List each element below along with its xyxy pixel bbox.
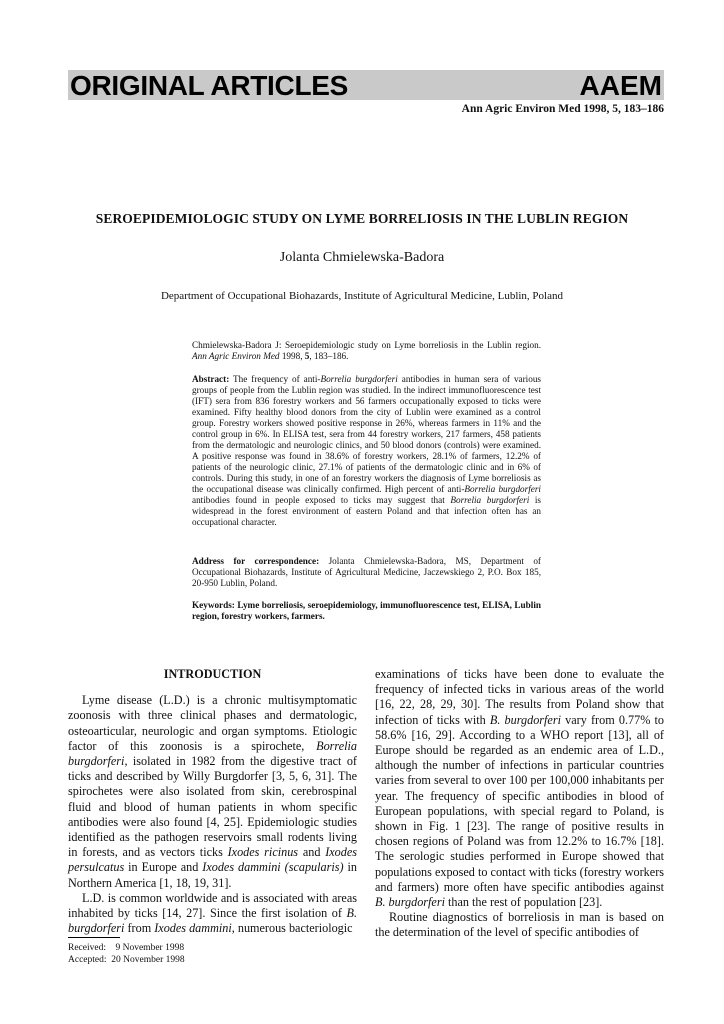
correspondence-address: [192, 556, 541, 589]
cite-pages: , 183–186.: [309, 351, 349, 361]
p2-text-c: , numerous bacteriologic: [231, 921, 353, 936]
received-date: Received: 9 November 1998: [68, 943, 185, 953]
paragraph-4: Routine diagnostics of borreliosis in man is based on the determination of the level of specific antibodies of: [375, 910, 664, 940]
abstract-text-3: antibodies found in people exposed to ticks may suggest that: [192, 495, 451, 505]
body-column-right: [375, 667, 664, 941]
p1-text-d: in Europe and: [124, 860, 203, 875]
abstract-species-3: Borrelia burgdorferi: [450, 495, 530, 505]
body-column-left: [68, 667, 357, 936]
p2-species-2: Ixodes dammini: [154, 921, 232, 936]
p3-text-c: than the rest of population [23].: [444, 895, 603, 910]
journal-citation: Ann Agric Environ Med 1998, 5, 183–186: [461, 103, 664, 115]
abstract-species-2: Borrelia burgdorferi: [464, 484, 541, 494]
section-banner: [68, 70, 664, 100]
author-affiliation: Department of Occupational Biohazards, Institute of Agricultural Medicine, Lublin, Poland: [160, 290, 563, 302]
section-heading-introduction: INTRODUCTION: [163, 667, 262, 681]
journal-logo: AAEM: [579, 70, 662, 101]
address-label: Address for correspondence:: [192, 556, 320, 566]
cite-volume: 5: [304, 351, 310, 361]
p1-text-a: Lyme disease (L.D.) is a chronic multisymptomatic zoonosis with three clinical phases and dermatologic, osteoarticular, neurologic and organ symptoms. Etiologic factor of this zoonosis is a spirochete,: [68, 693, 357, 753]
keywords: Keywords: Lyme borreliosis, seroepidemiology, immunofluorescence test, ELISA, Lublin region, forestry workers, farmers.: [192, 600, 541, 621]
cite-journal: Ann Agric Environ Med: [192, 351, 280, 361]
p1-text-e: in Northern America [1, 18, 19, 31].: [68, 860, 357, 890]
submission-dates: [68, 942, 185, 966]
p1-text-c: and: [298, 845, 326, 860]
citation-block: [192, 340, 541, 362]
cite-year: 1998,: [279, 351, 305, 361]
address-text: Jolanta Chmielewska-Badora, MS, Department of Occupational Biohazards, Institute of Agricultural Medicine, Jaczewskiego 2, P.O. Box 185, 20-950 Lublin, Poland.: [192, 556, 541, 588]
article-title: SEROEPIDEMIOLOGIC STUDY ON LYME BORRELIOSIS IN THE LUBLIN REGION: [95, 211, 629, 226]
p1-species-1: Borrelia burgdorferi: [68, 738, 357, 769]
abstract-text-1: The frequency of anti-: [229, 374, 321, 384]
article-author: Jolanta Chmielewska-Badora: [279, 250, 445, 265]
p1-species-2: Ixodes ricinus: [227, 845, 299, 860]
abstract: [192, 374, 541, 528]
paragraph-3: [375, 667, 664, 910]
accepted-date: Accepted: 20 November 1998: [68, 955, 185, 965]
p1-species-3: Ixodes persulcatus: [68, 845, 357, 875]
abstract-text-4: is widespread in the forest environment of eastern Poland and that infection often has an occupational character.: [192, 495, 541, 527]
section-label: ORIGINAL ARTICLES: [70, 70, 349, 101]
cite-prefix: Chmielewska-Badora J: Seroepidemiologic study on Lyme borreliosis in the Lublin region.: [192, 340, 541, 350]
abstract-label: Abstract:: [192, 374, 230, 384]
p3-species-2: B. burgdorferi: [375, 895, 445, 910]
p3-species-1: B. burgdorferi: [489, 712, 561, 727]
p1-text-b: , isolated in 1982 from the digestive tract of ticks and described by Willy Burgdorfer [3, 5, 6, 31]. The spirochetes were also isolated from skin, cerebrospinal fluid and blood of human patients in whom specific antibodies were also found [4, 25]. Epidemiologic studies identified as the pathogen reservoirs small rodents living in forests, and as vectors ticks: [68, 754, 357, 860]
paragraph-1: [68, 693, 357, 891]
abstract-text-2: antibodies in human sera of various groups of people from the Lublin region was studied. In the indirect immunofluorescence test (IFT) sera from 836 forestry workers and 56 farmers occupationally exposed to ticks were examined. Fifty healthy blood donors from the city of Lublin were examined as a control group. Forestry workers showed positive response in 26%, whereas farmers in 11% and the control group in 6%. In ELISA test, sera from 44 forestry workers, 217 farmers, 458 patients from the dermatologic and neurologic clinics, and 50 blood donors (controls) were examined. A positive response was found in 38.6% of forestry workers, 28.1% of farmers, 12.2% of patients of the neurologic clinic, 27.1% of patients of the dermatologic clinic and in 6% of controls. During this study, in one of an forestry workers the diagnosis of Lyme borreliosis as the occupational disease was clinically confirmed. High percent of anti-: [192, 374, 541, 494]
abstract-species-1: Borrelia burgdorferi: [320, 374, 398, 384]
p3-text-a: examinations of ticks have been done to evaluate the frequency of infected ticks in various areas of the world [16, 22, 28, 29, 30]. The results from Poland show that infection of ticks with: [375, 667, 664, 727]
p2-text-b: from: [124, 921, 155, 936]
paragraph-2: [68, 891, 357, 937]
p2-text-a: L.D. is common worldwide and is associated with areas inhabited by ticks [14, 27]. Since the first isolation of: [68, 890, 357, 921]
footnote-divider: [68, 937, 120, 938]
p3-text-b: vary from 0.77% to 58.6% [16, 29]. According to a WHO report [13], all of Europe should be regarded as an endemic area of L.D., although the number of infections in particular countries varies from several to over 100 per 100,000 inhabitants per year. The frequency of specific antibodies in blood of European populations, with special regard to Poland, is shown in Fig. 1 [23]. The range of positive results in chosen regions of Poland was from 12.2% to 16.7% [18]. The serologic studies performed in Europe showed that populations exposed to contact with ticks (forestry workers and farmers) more often have specific antibodies against: [375, 712, 665, 894]
p1-species-4: Ixodes dammini (scapularis): [202, 860, 344, 875]
p2-species-1: B. burgdorferi: [68, 906, 357, 936]
